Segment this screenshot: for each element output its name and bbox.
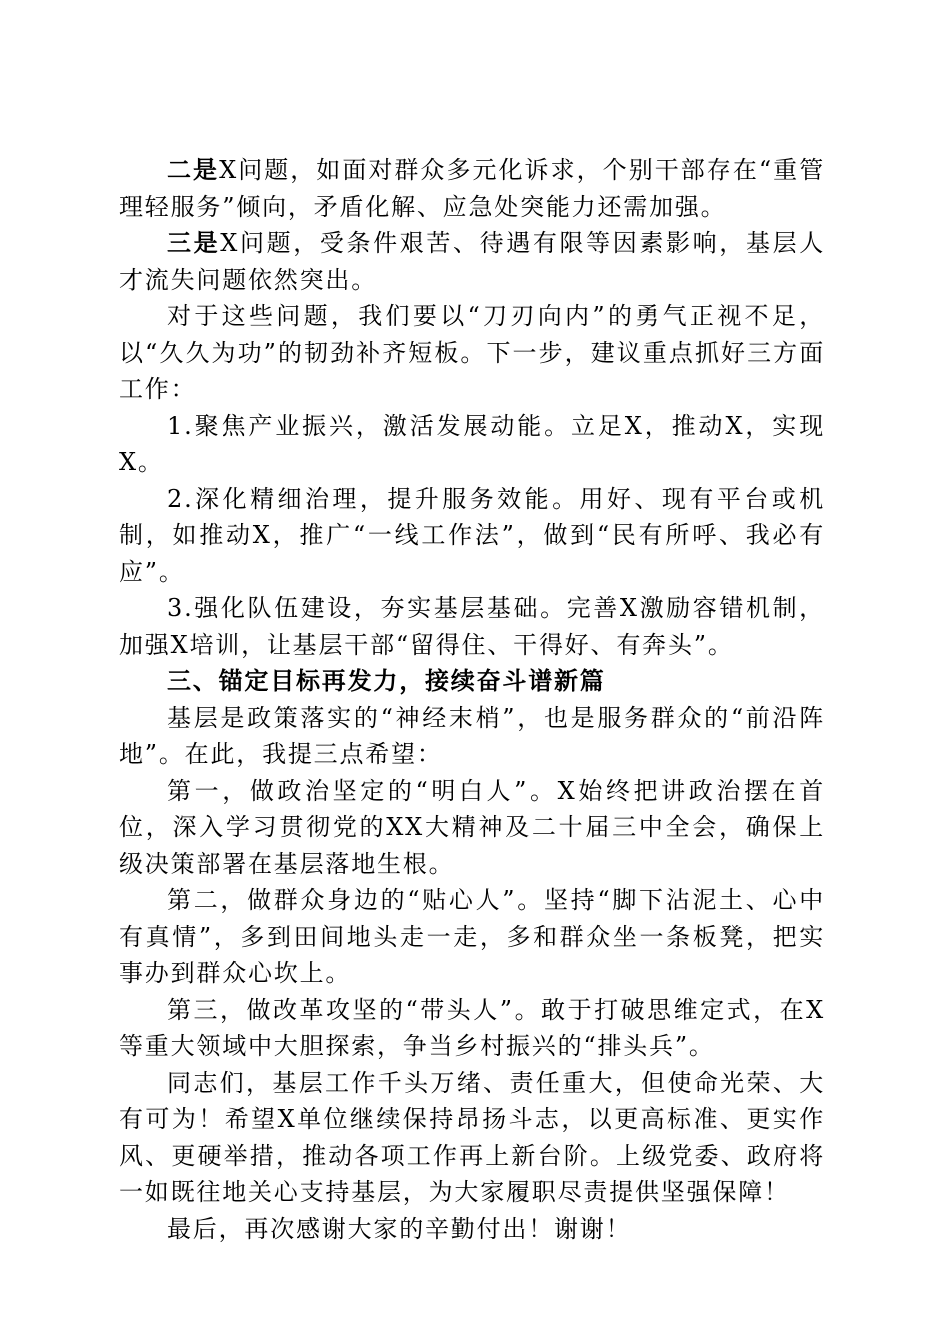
paragraph-hope-1: 第一，做政治坚定的“明白人”。X始终把讲政治摆在首位，深入学习贯彻党的XX大精神及二十届三中全会，确保上级决策部署在基层落地生根。 <box>119 776 825 878</box>
paragraph-thanks: 最后，再次感谢大家的辛勤付出！谢谢！ <box>167 1214 632 1243</box>
section-heading: 三、锚定目标再发力，接续奋斗谱新篇 <box>167 666 606 695</box>
paragraph-item-3: 3.强化队伍建设，夯实基层基础。完善X激励容错机制，加强X培训，让基层干部“留得住、干得好、有奔头”。 <box>119 594 825 659</box>
paragraph-text: X问题，受条件艰苦、待遇有限等因素影响，基层人才流失问题依然突出。 <box>119 229 825 294</box>
paragraph-hope-2: 第二，做群众身边的“贴心人”。坚持“脚下沾泥土、心中有真情”，多到田间地头走一走，多和群众坐一条板凳，把实事办到群众心坎上。 <box>119 886 825 987</box>
paragraph-hopes-intro: 基层是政策落实的“神经末梢”，也是服务群众的“前沿阵地”。在此，我提三点希望： <box>119 703 825 768</box>
paragraph-hope-3: 第三，做改革攻坚的“带头人”。敢于打破思维定式，在X等重大领域中大胆探索，争当乡村振兴的“排头兵”。 <box>119 995 825 1060</box>
paragraph-closing: 同志们，基层工作千头万绪、责任重大，但使命光荣、大有可为！希望X单位继续保持昂扬斗志，以更高标准、更实作风、更硬举措，推动各项工作再上新台阶。上级党委、政府将一如既往地关心支持基层，为大家履职尽责提供坚强保障！ <box>119 1068 825 1206</box>
paragraph-lead: 三是 <box>167 228 221 257</box>
document-page <box>119 152 825 1247</box>
paragraph-item-2: 2.深化精细治理，提升服务效能。用好、现有平台或机制，如推动X，推广“一线工作法”，做到“民有所呼、我必有应”。 <box>119 484 825 586</box>
paragraph-item-1: 1.聚焦产业振兴，激活发展动能。立足X，推动X，实现X。 <box>119 411 825 476</box>
paragraph-text: X问题，如面对群众多元化诉求，个别干部存在“重管理轻服务”倾向，矛盾化解、应急处突能力还需加强。 <box>119 156 825 221</box>
paragraph-lead: 二是 <box>167 155 220 184</box>
paragraph-problem-2 <box>119 152 825 225</box>
paragraph-problem-3 <box>119 225 825 298</box>
paragraph-next-steps: 对于这些问题，我们要以“刀刃向内”的勇气正视不足，以“久久为功”的韧劲补齐短板。下一步，建议重点抓好三方面工作： <box>119 302 825 403</box>
